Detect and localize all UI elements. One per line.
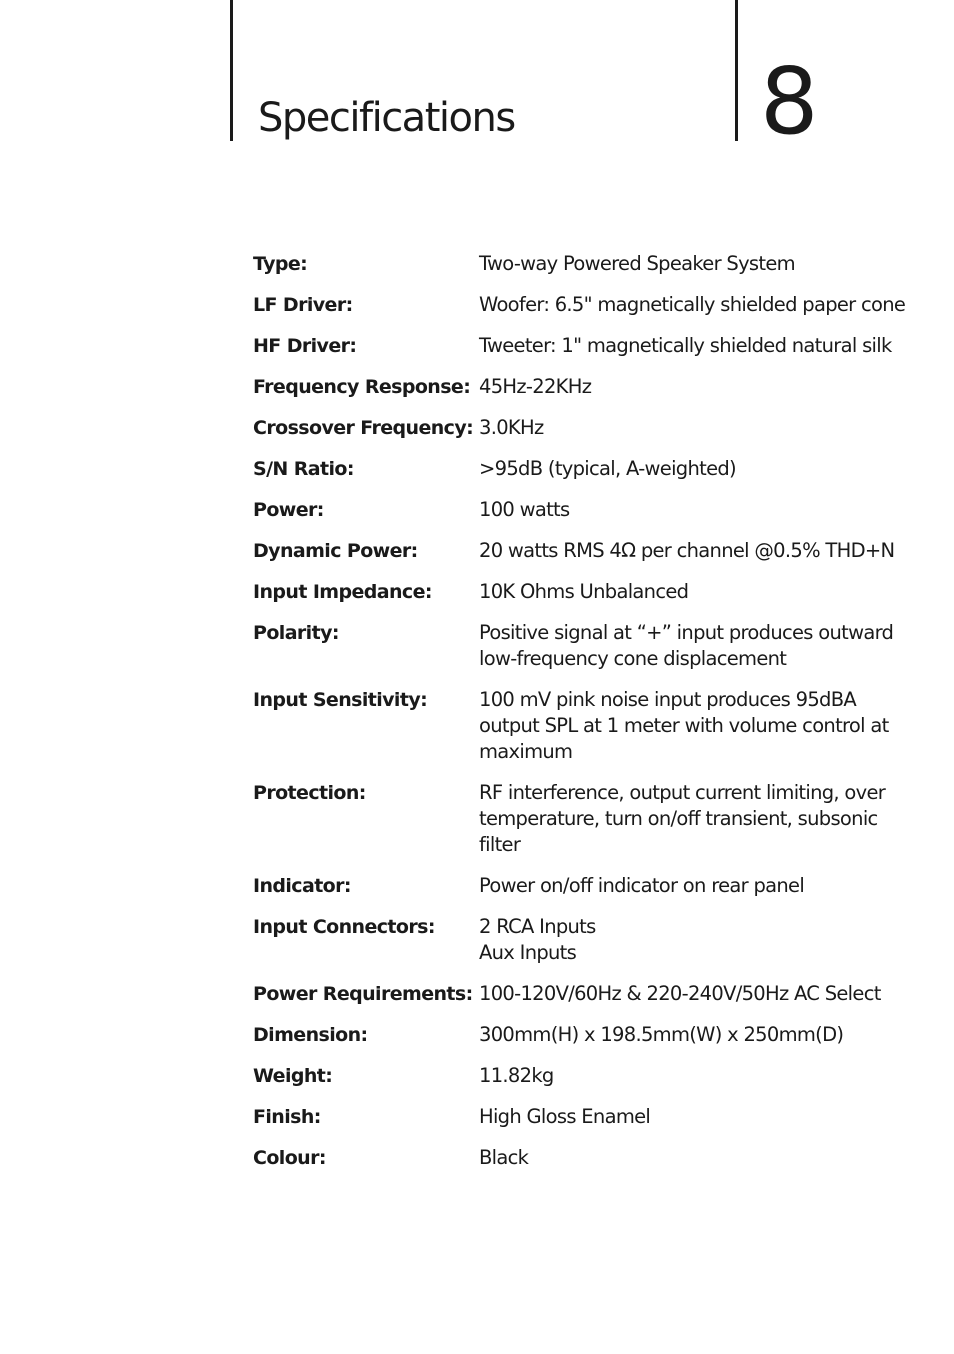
- spec-value: 100-120V/60Hz & 220-240V/50Hz AC Select: [479, 982, 881, 1005]
- spec-value: Tweeter: 1" magnetically shielded natural silk: [479, 334, 892, 357]
- spec-row-weight: [253, 1063, 933, 1089]
- spec-row-power: [253, 497, 933, 523]
- spec-label: Finish:: [253, 1106, 321, 1128]
- right-vertical-rule: [735, 0, 738, 141]
- spec-label: HF Driver:: [253, 335, 357, 357]
- spec-value: Black: [479, 1146, 529, 1169]
- left-vertical-rule: [230, 0, 233, 141]
- spec-row-polarity: [253, 620, 933, 672]
- spec-row-frequency-response: [253, 374, 933, 400]
- chapter-number: 8: [760, 48, 819, 155]
- spec-value: Positive signal at “+” input produces outward low-frequency cone displacement: [479, 621, 894, 670]
- spec-label: Power Requirements:: [253, 983, 473, 1005]
- spec-value: 3.0KHz: [479, 416, 544, 439]
- spec-label: Indicator:: [253, 875, 351, 897]
- spec-row-dynamic-power: [253, 538, 933, 564]
- spec-row-sn-ratio: [253, 456, 933, 482]
- spec-value: 10K Ohms Unbalanced: [479, 580, 689, 603]
- spec-row-hf-driver: [253, 333, 933, 359]
- spec-label: Protection:: [253, 782, 366, 804]
- spec-value: Power on/off indicator on rear panel: [479, 874, 805, 897]
- spec-value: Woofer: 6.5" magnetically shielded paper cone: [479, 293, 906, 316]
- spec-value: High Gloss Enamel: [479, 1105, 651, 1128]
- spec-row-finish: [253, 1104, 933, 1130]
- spec-label: Crossover Frequency:: [253, 417, 474, 439]
- spec-row-input-impedance: [253, 579, 933, 605]
- spec-label: Type:: [253, 253, 308, 275]
- spec-label: Input Impedance:: [253, 581, 432, 603]
- spec-label: S/N Ratio:: [253, 458, 354, 480]
- spec-value: 20 watts RMS 4Ω per channel @0.5% THD+N: [479, 539, 895, 562]
- spec-value: >95dB (typical, A-weighted): [479, 457, 736, 480]
- spec-value: 100 mV pink noise input produces 95dBA output SPL at 1 meter with volume control at maximum: [479, 688, 889, 763]
- spec-value: 45Hz-22KHz: [479, 375, 592, 398]
- page-title: Specifications: [258, 95, 515, 141]
- spec-value: 11.82kg: [479, 1064, 554, 1087]
- specifications-table: [253, 251, 933, 1186]
- spec-value: 100 watts: [479, 498, 570, 521]
- spec-label: Weight:: [253, 1065, 333, 1087]
- spec-label: Input Connectors:: [253, 916, 435, 938]
- spec-row-type: [253, 251, 933, 277]
- spec-row-colour: [253, 1145, 933, 1171]
- spec-label: Power:: [253, 499, 324, 521]
- spec-label: Dynamic Power:: [253, 540, 418, 562]
- spec-value: 300mm(H) x 198.5mm(W) x 250mm(D): [479, 1023, 844, 1046]
- spec-label: Polarity:: [253, 622, 339, 644]
- spec-row-indicator: [253, 873, 933, 899]
- spec-row-protection: [253, 780, 933, 858]
- spec-label: Frequency Response:: [253, 376, 471, 398]
- spec-row-lf-driver: [253, 292, 933, 318]
- spec-label: Input Sensitivity:: [253, 689, 428, 711]
- spec-value: Two-way Powered Speaker System: [479, 252, 795, 275]
- spec-label: Dimension:: [253, 1024, 368, 1046]
- spec-value: RF interference, output current limiting, over temperature, turn on/off transient, subsonic filter: [479, 781, 886, 856]
- spec-label: Colour:: [253, 1147, 326, 1169]
- spec-label: LF Driver:: [253, 294, 353, 316]
- spec-row-input-sensitivity: [253, 687, 933, 765]
- spec-row-power-requirements: [253, 981, 933, 1007]
- spec-row-dimension: [253, 1022, 933, 1048]
- spec-row-crossover-frequency: [253, 415, 933, 441]
- spec-row-input-connectors: [253, 914, 933, 966]
- spec-value: 2 RCA Inputs Aux Inputs: [479, 915, 596, 964]
